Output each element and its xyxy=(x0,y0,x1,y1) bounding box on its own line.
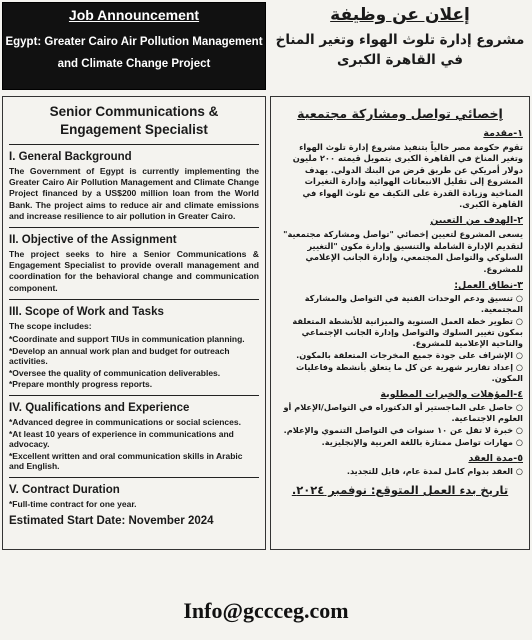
list-item: *Develop an annual work plan and budget for outreach activities. xyxy=(9,345,230,367)
list-item: *Oversee the quality of communication deliverables. xyxy=(9,367,221,378)
list-item: *Advanced degree in communications or social sciences. xyxy=(9,417,241,427)
list-item: ○ تنسيق ودعم الوحدات الفنية في التواصل والمشاركة المجتمعية. xyxy=(304,293,523,315)
divider xyxy=(9,395,259,396)
section-intro-scope: The scope includes: xyxy=(9,320,92,331)
list-item: ○ خبرة لا تقل عن ١٠ سنوات في التواصل التنموي والإعلام. xyxy=(283,425,523,436)
start-date-en: Estimated Start Date: November 2024 xyxy=(9,514,214,527)
project-name-en: Egypt: Greater Cairo Air Pollution Management and Climate Change Project xyxy=(5,36,263,70)
start-date-ar: تاريخ بدء العمل المتوقع: نوفمبر ٢٠٢٤. xyxy=(291,483,509,498)
contract-list xyxy=(9,499,259,510)
qualifications-list xyxy=(9,417,259,472)
section-text-ar-intro: تقوم حكومة مصر حالياً بتنفيذ مشروع إدارة تلوث الهواء وتغير المناخ في القاهرة الكبرى بتمويل قيمته ٢٠٠ مليون دولار أمريكي عن طريق قرض من البنك الدولي. يهدف المشروع إلى تقليل الانبعاثات الهوائية وإدارة التغيرات المناخية وزيادة القدرة على التكيف مع تلوث الهواء في القاهرة الكبرى. xyxy=(292,142,523,210)
section-heading-ar-intro: ١-مقدمة xyxy=(483,128,523,139)
arabic-column xyxy=(270,2,530,550)
section-heading-background: I. General Background xyxy=(9,151,132,163)
section-text-objective: The project seeks to hire a Senior Communications & Engagement Specialist to provide overall management and coordination for the behavioral change and communication component. xyxy=(9,249,259,293)
arabic-header xyxy=(270,4,530,90)
list-item: *Full-time contract for one year. xyxy=(9,498,137,509)
job-announcement-page xyxy=(2,2,530,638)
section-heading-qualifications: IV. Qualifications and Experience xyxy=(9,402,190,414)
position-title-ar: إخصائي تواصل ومشاركة مجتمعية xyxy=(297,106,503,121)
section-heading-ar-qualifications: ٤-المؤهلات والخبرات المطلوبة xyxy=(380,389,523,401)
announcement-title-en: Job Announcement xyxy=(68,7,200,23)
list-item: *Prepare monthly progress reports. xyxy=(9,379,153,390)
project-name-ar: مشروع إدارة تلوث الهواء وتغير المناخ في القاهرة الكبرى xyxy=(275,32,525,68)
english-column xyxy=(2,2,266,550)
contact-email[interactable]: Info@gccceg.com xyxy=(183,598,349,623)
contract-list-ar xyxy=(277,466,523,477)
list-item: ○ الإشراف على جودة جميع المخرجات المتعلقة بالمكون. xyxy=(296,350,523,361)
list-item: ○ تطوير خطة العمل السنوية والميزانية للأنشطة المتعلقة بمكون تغيير السلوك والتواصل وإدارة الجانب الإجتماعي والناحية الإعلامية للمشروع. xyxy=(292,316,523,349)
section-heading-ar-scope: ٣-نطاق العمل: xyxy=(454,280,523,292)
divider xyxy=(9,477,259,478)
section-heading-objective: II. Objective of the Assignment xyxy=(9,234,177,247)
divider xyxy=(9,144,259,145)
english-header xyxy=(2,2,266,90)
scope-list-ar xyxy=(277,293,523,384)
position-title-en: Senior Communications & Engagement Specialist xyxy=(49,104,219,137)
section-text-background: The Government of Egypt is currently implementing the Greater Cairo Air Pollution Management and Climate Change Project financed by a US$200 million loan from the World Bank. The project aims to reduce air and climate emissions and increase resilience to air pollution in Greater Cairo. xyxy=(9,166,259,221)
list-item: *At least 10 years of experience in communications and advocacy. xyxy=(9,428,234,450)
divider xyxy=(9,299,259,300)
list-item: ○ مهارات تواصل ممتازة باللغة العربية والإنجليزية. xyxy=(321,437,523,448)
section-heading-ar-objective: ٢-الهدف من التعيين xyxy=(430,215,523,227)
list-item: ○ العقد بدوام كامل لمدة عام، قابل للتجديد. xyxy=(346,466,523,477)
list-item: *Excellent written and oral communication skills in Arabic and English. xyxy=(9,450,243,472)
scope-list xyxy=(9,334,259,390)
qualifications-list-ar xyxy=(277,402,523,448)
announcement-title-ar: إعلان عن وظيفة xyxy=(330,5,470,25)
list-item: ○ إعداد تقارير شهرية عن كل ما يتعلق بأنشطة وفاعليات المكون. xyxy=(296,362,523,384)
list-item: ○ حاصل على الماجستير أو الدكتوراه في التواصل/الإعلام أو العلوم الاجتماعية. xyxy=(283,402,523,424)
list-item: *Coordinate and support TIUs in communication planning. xyxy=(9,334,245,345)
section-heading-scope: III. Scope of Work and Tasks xyxy=(9,305,164,318)
section-text-ar-objective: يسعى المشروع لتعيين إخصائي "تواصل ومشاركة مجتمعية" لتقديم الإدارة الشاملة والتنسيق وإدارة مكون "التغيير السلوكي والتواصل المجتمعي، وإدارة الجانب الإعلامي للمشروع. xyxy=(283,229,523,274)
section-heading-ar-contract: ٥-مدة العقد xyxy=(468,453,523,465)
divider xyxy=(9,227,259,228)
section-heading-contract: V. Contract Duration xyxy=(9,483,120,496)
arabic-body xyxy=(270,96,530,550)
english-body xyxy=(2,96,266,550)
